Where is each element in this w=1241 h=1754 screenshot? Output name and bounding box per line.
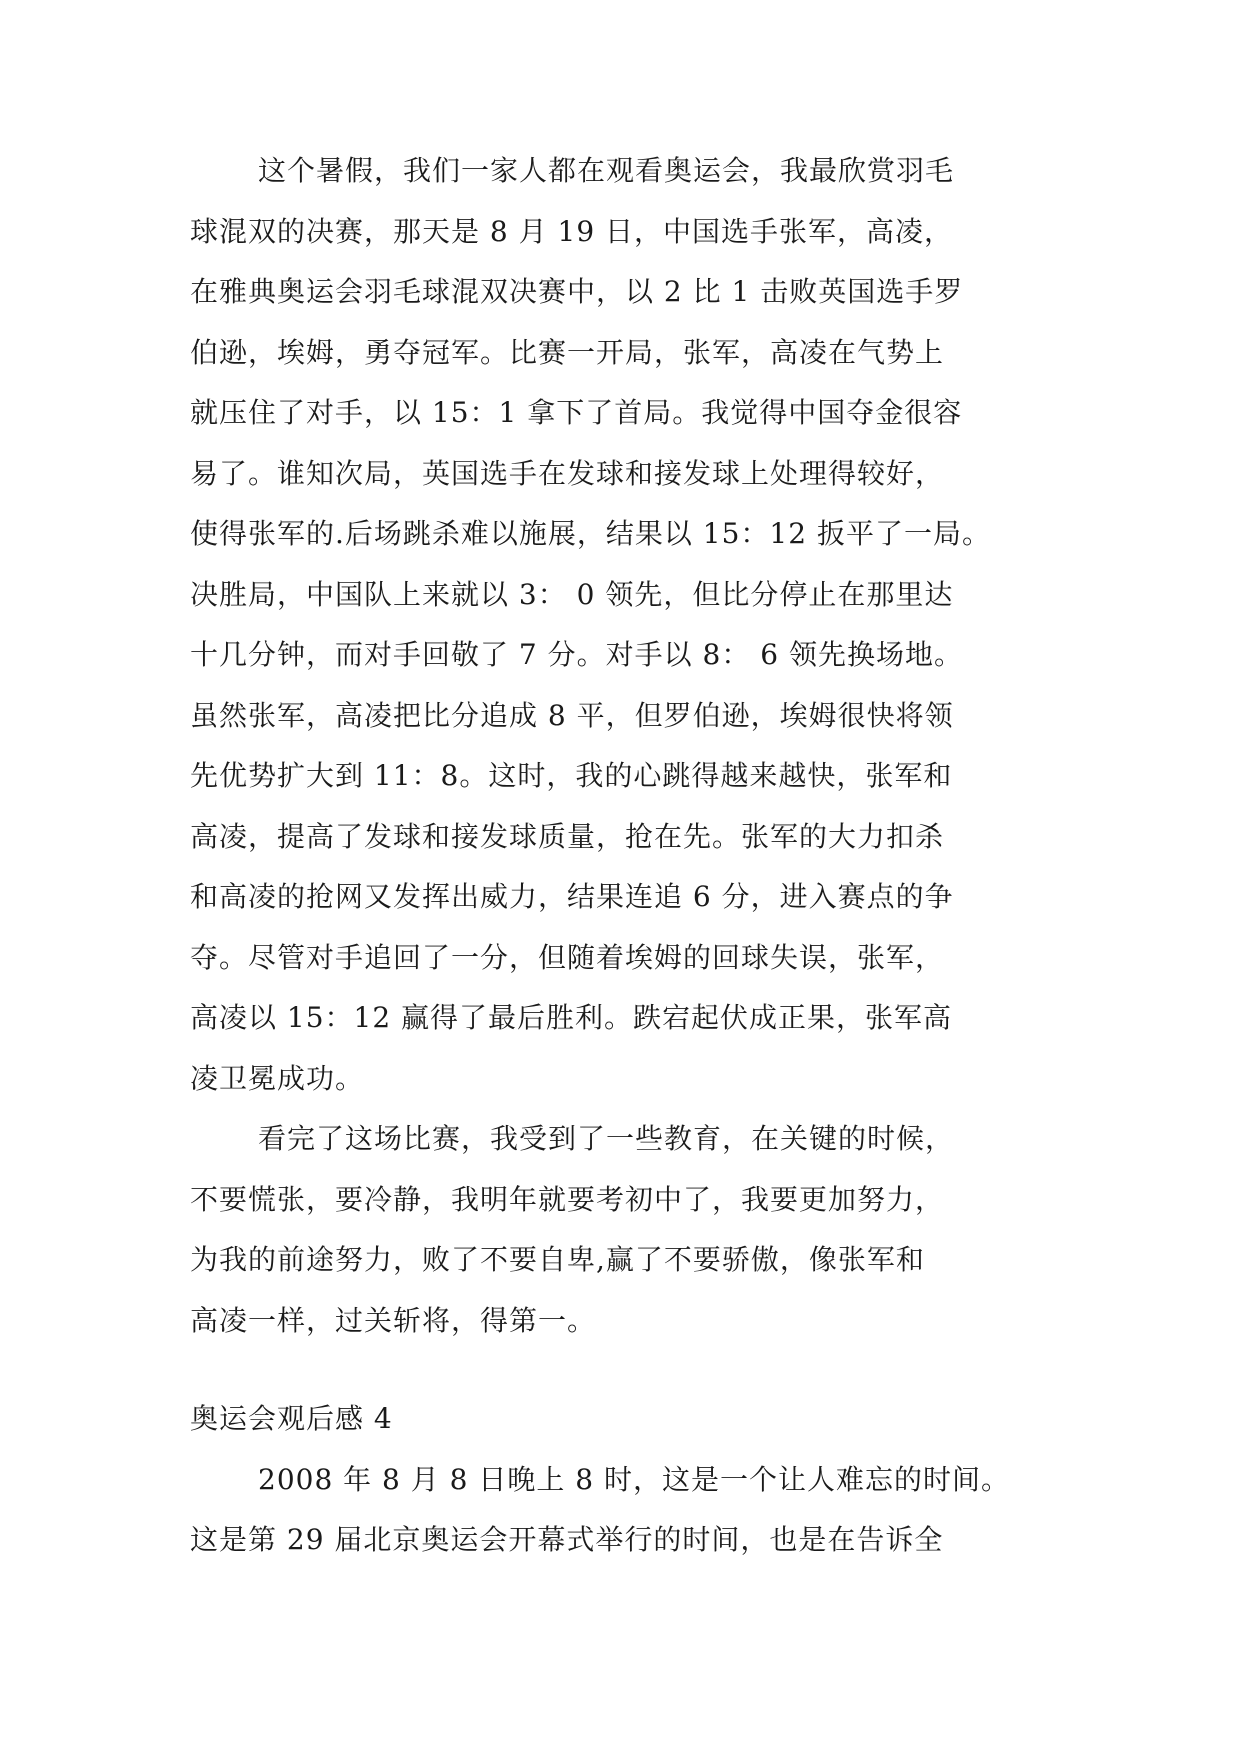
text-line: 这是第 29 届北京奥运会开幕式举行的时间，也是在告诉全 [190,1523,944,1556]
text-line: 易了。谁知次局，英国选手在发球和接发球上处理得较好， [190,457,945,490]
text-line: 就压住了对手，以 15：1 拿下了首局。我觉得中国夺金很容 [190,396,963,429]
text-line: 使得张军的.后场跳杀难以施展，结果以 15：12 扳平了一局。 [190,517,991,550]
text-line: 2008 年 8 月 8 日晚上 8 时，这是一个让人难忘的时间。 [258,1463,1011,1496]
text-line: 决胜局，中国队上来就以 3： 0 领先，但比分停止在那里达 [190,578,954,611]
section-title: 奥运会观后感 4 [190,1402,393,1435]
text-line: 球混双的决赛，那天是 8 月 19 日，中国选手张军，高凌， [190,215,954,248]
text-line: 看完了这场比赛，我受到了一些教育，在关键的时候， [258,1122,955,1155]
text-line: 和高凌的抢网又发挥出威力，结果连追 6 分，进入赛点的争 [190,880,954,913]
text-line: 高凌一样，过关斩将，得第一。 [190,1304,597,1337]
text-line: 为我的前途努力，败了不要自卑,赢了不要骄傲，像张军和 [190,1243,925,1276]
text-line: 高凌，提高了发球和接发球质量，抢在先。张军的大力扣杀 [190,820,945,853]
text-line: 这个暑假，我们一家人都在观看奥运会，我最欣赏羽毛 [258,154,955,187]
text-line: 在雅典奥运会羽毛球混双决赛中，以 2 比 1 击败英国选手罗 [190,275,964,308]
text-line: 夺。尽管对手追回了一分，但随着埃姆的回球失误，张军， [190,941,945,974]
text-line: 十几分钟，而对手回敬了 7 分。对手以 8： 6 领先换场地。 [190,638,963,671]
text-line: 高凌以 15：12 赢得了最后胜利。跌宕起伏成正果，张军高 [190,1001,953,1034]
text-line: 先优势扩大到 11：8。这时，我的心跳得越来越快，张军和 [190,759,953,792]
text-line: 凌卫冕成功。 [190,1062,365,1095]
text-line: 不要慌张，要冷静，我明年就要考初中了，我要更加努力， [190,1183,945,1216]
text-line: 伯逊，埃姆，勇夺冠军。比赛一开局，张军，高凌在气势上 [190,336,945,369]
text-line: 虽然张军，高凌把比分追成 8 平，但罗伯逊，埃姆很快将领 [190,699,954,732]
